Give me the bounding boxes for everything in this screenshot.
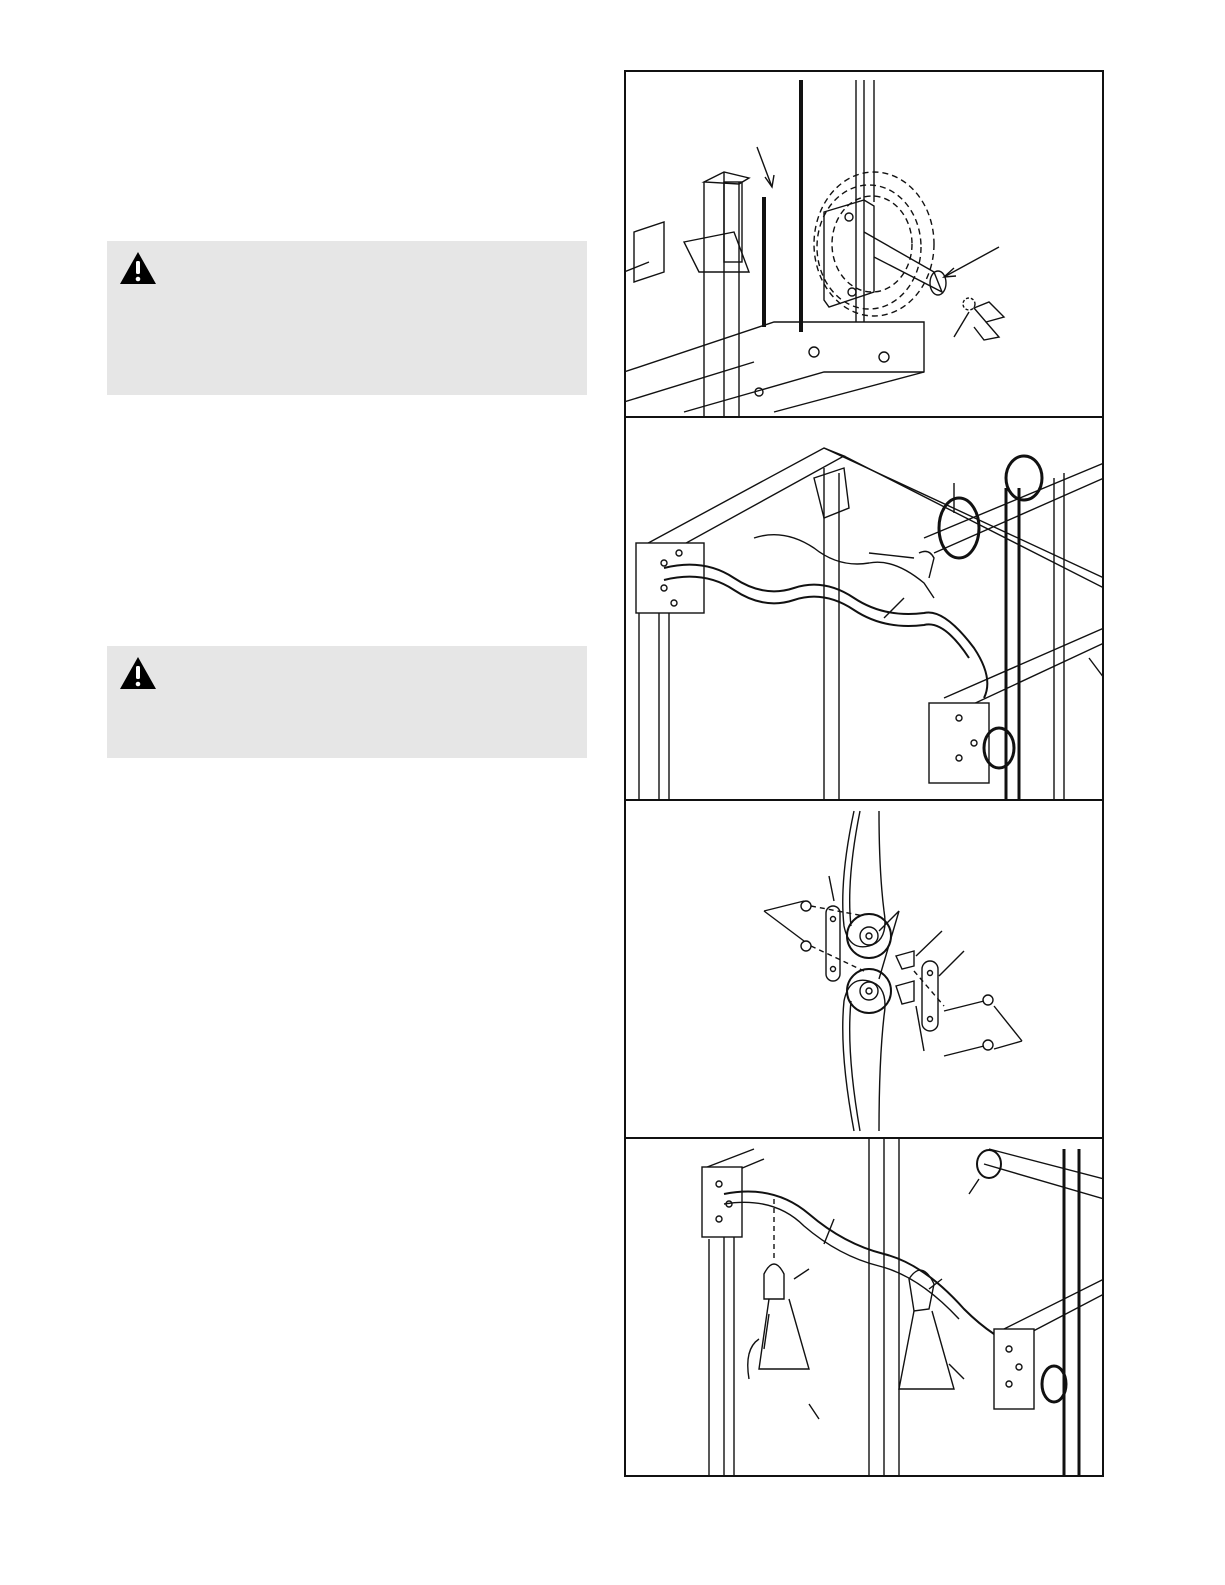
figure-strap-handles [624, 1139, 1104, 1475]
weight-horn-clip-illustration [624, 80, 1004, 416]
strap-handle-illustration [702, 1139, 1104, 1475]
pulley-exploded-illustration [764, 811, 1022, 1131]
figure-pulley-bracket-exploded [624, 801, 1104, 1137]
warning-triangle-icon [119, 251, 157, 285]
warning-triangle-icon [119, 656, 157, 690]
warning-box-1 [107, 241, 587, 395]
warning-box-2 [107, 646, 587, 758]
curl-bar-pulley-illustration [636, 448, 1104, 799]
figure-upper-frame-curl-bar [624, 418, 1104, 799]
figure-weight-plate-assembly [624, 72, 1104, 416]
